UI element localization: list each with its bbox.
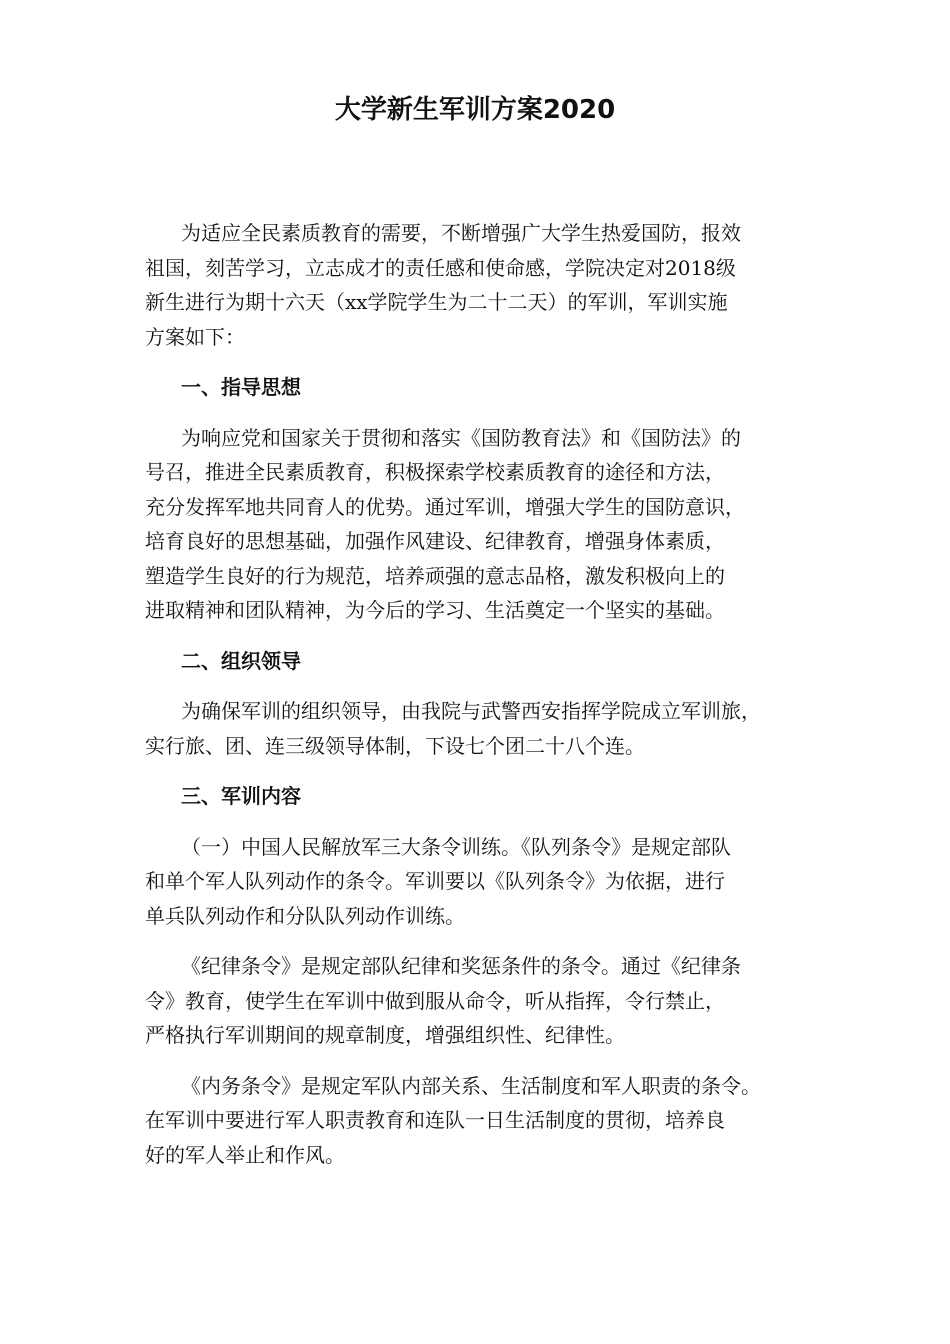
section-heading-training-content: 三、军训内容	[181, 784, 301, 808]
paragraph-line: 培育良好的思想基础，加强作风建设、纪律教育，增强身体素质，	[145, 529, 725, 553]
paragraph-line: 号召，推进全民素质教育，积极探索学校素质教育的途径和方法，	[145, 460, 725, 484]
paragraph-line: 《纪律条令》是规定部队纪律和奖惩条件的条令。通过《纪律条	[181, 954, 741, 978]
document-title: 大学新生军训方案2020	[334, 95, 616, 125]
paragraph-line: 为响应党和国家关于贯彻和落实《国防教育法》和《国防法》的	[181, 425, 741, 450]
section-heading-organization: 二、组织领导	[181, 648, 301, 673]
paragraph-line: （一）中国人民解放军三大条令训练。《队列条令》是规定部队	[181, 834, 731, 859]
intro-line: 方案如下：	[145, 324, 245, 349]
paragraph-line: 塑造学生良好的行为规范，培养顽强的意志品格，激发积极向上的	[145, 563, 725, 588]
intro-line: 新生进行为期十六天（xx学院学生为二十二天）的军训，军训实施	[145, 290, 728, 314]
section-paragraph	[145, 694, 835, 763]
paragraph-line: 和单个军人队列动作的条令。军训要以《队列条令》为依据，进行	[145, 869, 725, 893]
intro-line: 祖国，刻苦学习，立志成才的责任感和使命感，学院决定对2018级	[145, 255, 736, 280]
paragraph-line: 好的军人举止和作风。	[145, 1142, 345, 1167]
paragraph-line: 充分发挥军地共同育人的优势。通过军训，增强大学生的国防意识，	[145, 494, 745, 519]
intro-paragraph	[145, 216, 835, 354]
section-paragraph	[145, 830, 835, 934]
section-paragraph	[145, 949, 835, 1053]
section-paragraph	[145, 1069, 835, 1173]
paragraph-line: 为确保军训的组织领导，由我院与武警西安指挥学院成立军训旅，	[181, 699, 761, 723]
intro-line: 为适应全民素质教育的需要，不断增强广大学生热爱国防，报效	[181, 221, 741, 245]
paragraph-line: 《内务条令》是规定军队内部关系、生活制度和军人职责的条令。	[181, 1073, 761, 1098]
paragraph-line: 实行旅、团、连三级领导体制，下设七个团二十八个连。	[145, 733, 645, 758]
section-heading-guiding-ideology: 一、指导思想	[181, 375, 301, 399]
paragraph-line: 严格执行军训期间的规章制度，增强组织性、纪律性。	[145, 1023, 625, 1047]
paragraph-line: 单兵队列动作和分队队列动作训练。	[145, 903, 465, 928]
paragraph-line: 进取精神和团队精神，为今后的学习、生活奠定一个坚实的基础。	[145, 598, 725, 622]
paragraph-line: 在军训中要进行军人职责教育和连队一日生活制度的贯彻，培养良	[145, 1108, 725, 1132]
paragraph-line: 令》教育，使学生在军训中做到服从命令，听从指挥，令行禁止，	[145, 988, 725, 1013]
document-body	[145, 216, 835, 1172]
section-paragraph	[145, 421, 835, 628]
